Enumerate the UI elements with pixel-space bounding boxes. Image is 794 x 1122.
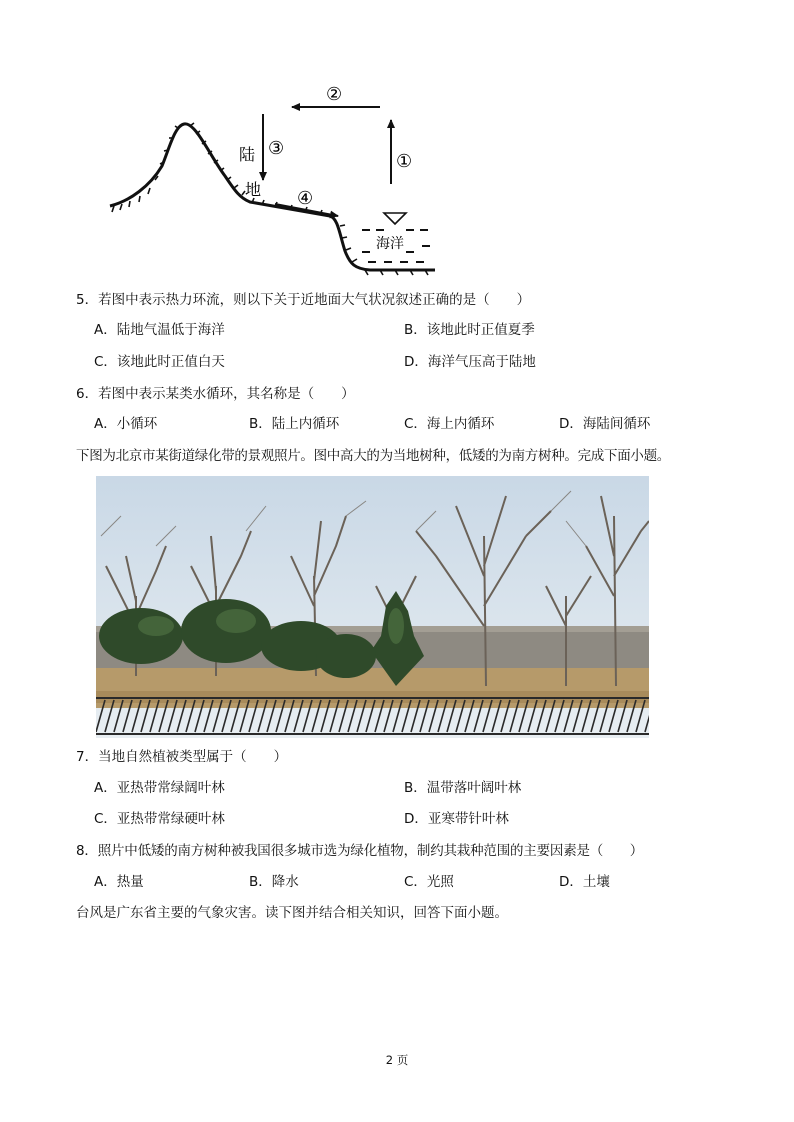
page-number: 2 页: [385, 1053, 409, 1067]
question-5-option-d[interactable]: D．海洋气压高于陆地: [404, 354, 536, 370]
circulation-diagram: [100, 76, 450, 282]
label-arrow-2: ②: [326, 84, 343, 105]
question-6-option-d[interactable]: D．海陆间循环: [559, 416, 651, 432]
question-8-option-c[interactable]: C．光照: [404, 874, 454, 890]
label-ocean: 海洋: [376, 236, 404, 252]
question-6-option-a[interactable]: A．小循环: [94, 416, 158, 432]
question-8-stem: 8．照片中低矮的南方树种被我国很多城市选为绿化植物，制约其栽种范围的主要因素是（ ）: [76, 843, 643, 859]
question-6-stem: 6．若图中表示某类水循环，其名称是（ ）: [76, 386, 355, 402]
question-7-option-b[interactable]: B．温带落叶阔叶林: [404, 780, 522, 796]
question-6-option-b[interactable]: B．陆上内循环: [249, 416, 340, 432]
question-5-option-c[interactable]: C．该地此时正值白天: [94, 354, 225, 370]
label-arrow-3: ③: [268, 138, 285, 159]
question-7-option-a[interactable]: A．亚热带常绿阔叶林: [94, 780, 225, 796]
question-8-option-d[interactable]: D．土壤: [559, 874, 610, 890]
question-5-option-a[interactable]: A．陆地气温低于海洋: [94, 322, 225, 338]
photo-intro-text: 下图为北京市某街道绿化带的景观照片。图中高大的为当地树种，低矮的为南方树种。完成下面小题。: [76, 448, 670, 464]
question-7-option-c[interactable]: C．亚热带常绿硬叶林: [94, 811, 225, 827]
question-5-option-b[interactable]: B．该地此时正值夏季: [404, 322, 535, 338]
label-land-2: 地: [245, 180, 262, 199]
question-7-option-d[interactable]: D．亚寒带针叶林: [404, 811, 509, 827]
question-8-option-b[interactable]: B．降水: [249, 874, 299, 890]
question-8-option-a[interactable]: A．热量: [94, 874, 144, 890]
question-7-stem: 7．当地自然植被类型属于（ ）: [76, 749, 288, 765]
label-land-1: 陆: [239, 145, 256, 164]
street-greening-photo: [96, 476, 649, 738]
question-6-option-c[interactable]: C．海上内循环: [404, 416, 495, 432]
water-level-symbol: [384, 213, 406, 224]
label-arrow-1: ①: [396, 151, 413, 172]
typhoon-intro-text: 台风是广东省主要的气象灾害。读下图并结合相关知识，回答下面小题。: [76, 905, 508, 921]
label-arrow-4: ④: [297, 188, 314, 209]
question-5-stem: 5．若图中表示热力环流，则以下关于近地面大气状况叙述正确的是（ ）: [76, 292, 531, 308]
